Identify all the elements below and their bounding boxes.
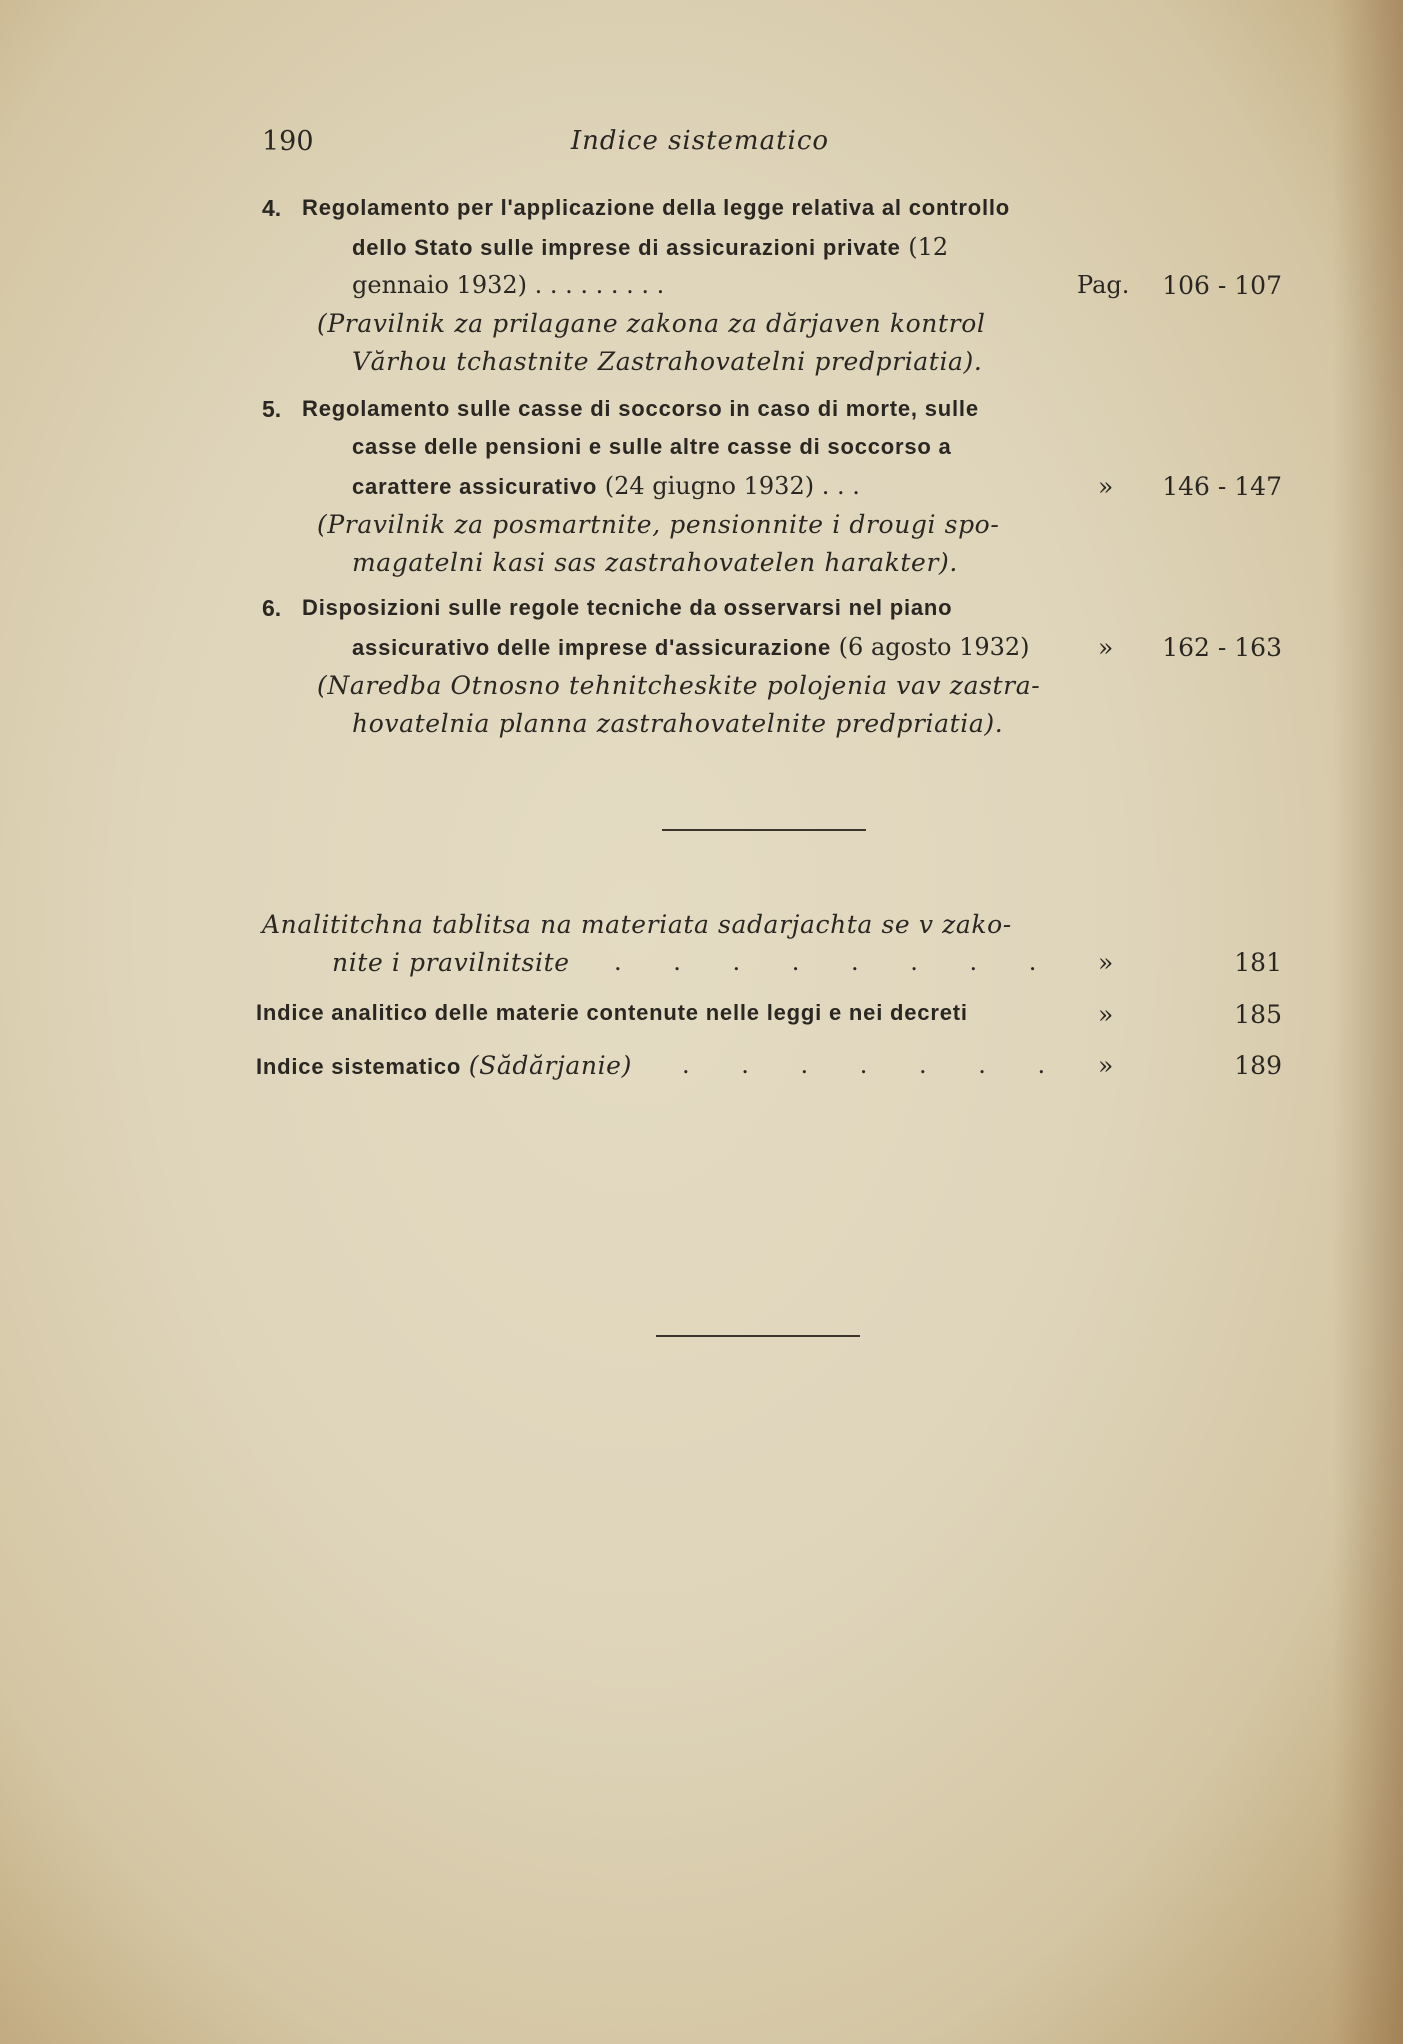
entry-title-line-plain: (12 <box>900 233 949 261</box>
entry-number: 5. <box>262 396 282 422</box>
ditto-mark: » <box>1098 948 1114 977</box>
running-title: Indice sistematico <box>570 126 830 156</box>
entry-title-line: casse delle pensioni e sulle altre casse di soccorso a <box>352 434 952 459</box>
index-title-italic: (Sădărjanie) <box>468 1051 632 1080</box>
ditto-mark: » <box>1098 1000 1114 1029</box>
page-prefix: Pag. <box>1077 271 1130 299</box>
translation-line: magatelni kasi sas zastrahovatelen harakter). <box>352 548 958 577</box>
entry-title-line: dello Stato sulle imprese di assicurazioni private <box>352 235 901 260</box>
entry-title-line: carattere assicurativo <box>352 474 598 499</box>
page-range: 146 - 147 <box>1162 472 1282 501</box>
translation-line: hovatelnia planna zastrahovatelnite predpriatia). <box>352 709 1004 738</box>
ditto-mark: » <box>1098 633 1114 662</box>
entry-title-line-plain: (24 giugno 1932) . . . <box>597 472 860 500</box>
entry-title-line-plain: (6 agosto 1932) <box>831 633 1030 661</box>
leader-dots: . . . . . . . . <box>614 948 1059 976</box>
entry-number: 4. <box>262 195 282 221</box>
ditto-mark: » <box>1098 1051 1114 1080</box>
page-number-ref: 189 <box>1234 1051 1282 1080</box>
page-number-ref: 185 <box>1234 1000 1282 1029</box>
entry-title-line: Disposizioni sulle regole tecniche da osservarsi nel piano <box>302 595 953 620</box>
index-entry-sistematico <box>256 1051 1282 1089</box>
page-range: 162 - 163 <box>1162 633 1282 662</box>
page-number-ref: 181 <box>1234 948 1282 977</box>
index-title-bold: Indice sistematico <box>256 1054 462 1079</box>
index-entry-analititchna <box>262 910 1282 986</box>
leader-dots: . . . . . . . <box>682 1051 1068 1079</box>
end-divider <box>656 1335 860 1337</box>
entry-title-line: Regolamento per l'applicazione della legge relativa al controllo <box>302 195 1011 220</box>
index-title-line: Analititchna tablitsa na materiata sadarjachta se v zako- <box>262 910 1012 939</box>
entry-title-line-plain: gennaio 1932) . . . . . . . . . <box>352 271 665 299</box>
page-range: 106 - 107 <box>1162 271 1282 300</box>
entry-number: 6. <box>262 595 282 621</box>
ditto-mark: » <box>1098 472 1114 501</box>
entry-title-line: assicurativo delle imprese d'assicurazione <box>352 635 832 660</box>
index-title-line: nite i pravilnitsite <box>332 948 570 977</box>
index-entry-analitico <box>256 1000 1282 1038</box>
index-title-line: Indice analitico delle materie contenute nelle leggi e nei decreti <box>256 1000 968 1025</box>
toc-entry-4 <box>262 195 1282 385</box>
toc-entry-6 <box>262 595 1282 747</box>
entry-title-line: Regolamento sulle casse di soccorso in caso di morte, sulle <box>302 396 979 421</box>
page-number: 190 <box>262 126 314 157</box>
translation-line: (Pravilnik za prilagane zakona za dărjaven kontrol <box>317 309 986 338</box>
translation-line: (Pravilnik za posmartnite, pensionnite i drougi spo- <box>317 510 1000 539</box>
translation-line: (Naredba Otnosno tehnitcheskite polojenia vav zastra- <box>317 671 1041 700</box>
toc-entry-5 <box>262 396 1282 586</box>
section-divider <box>662 829 866 831</box>
translation-line: Vărhou tchastnite Zastrahovatelni predpriatia). <box>352 347 983 376</box>
